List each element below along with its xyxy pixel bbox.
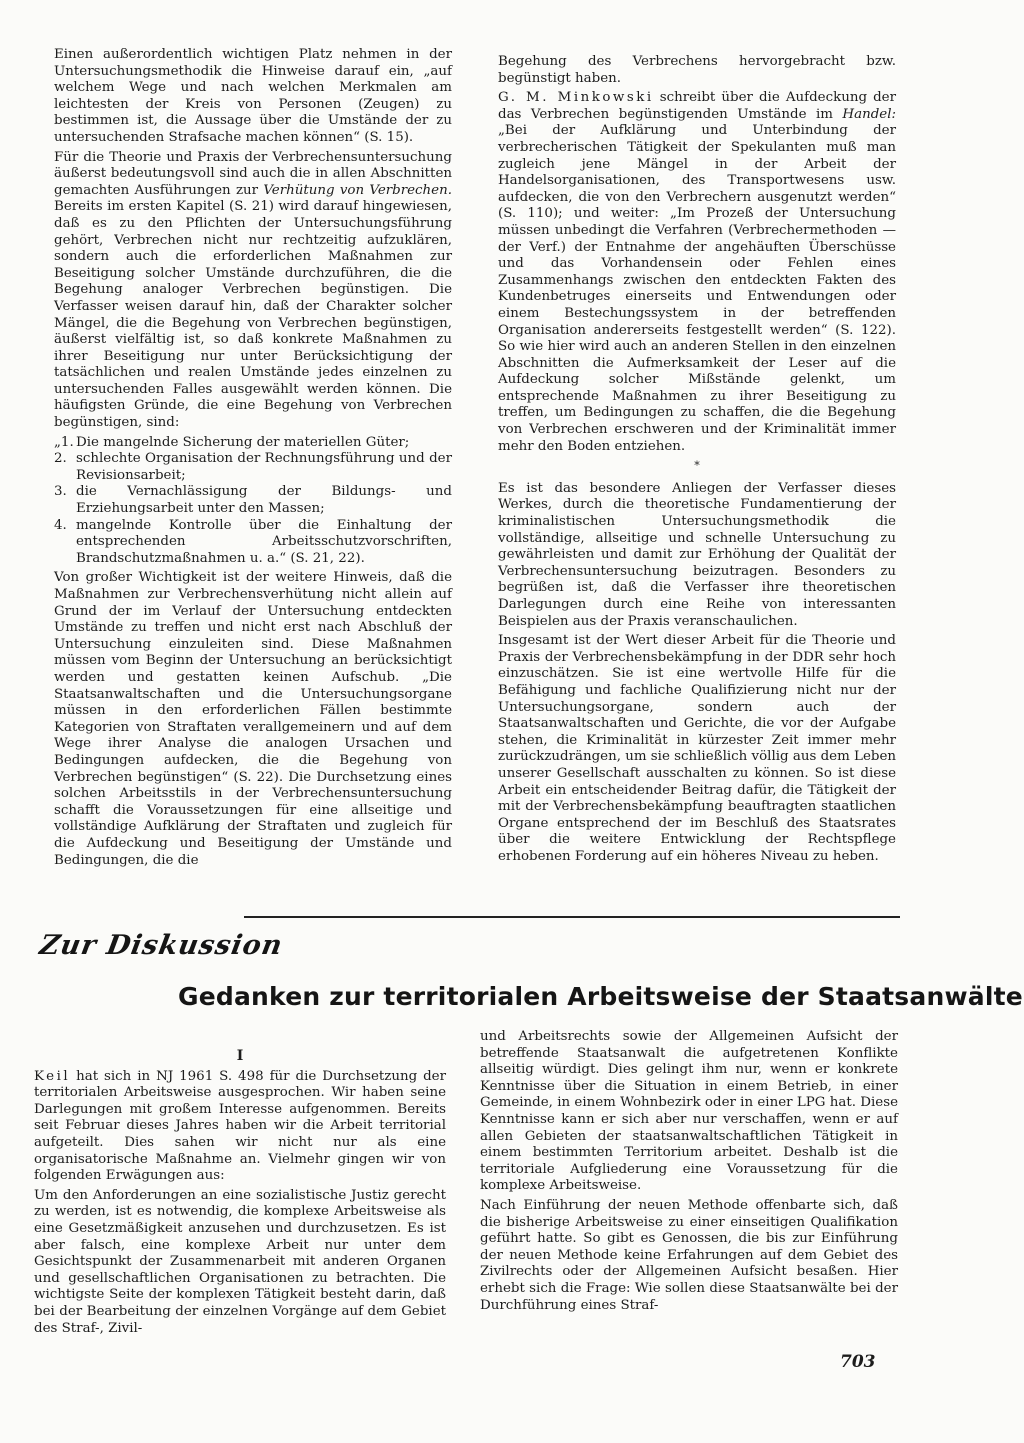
column-top-right	[498, 54, 896, 869]
text-run: schreibt über die Aufdeckung der das Verbrechen begünstigenden Umstände im	[498, 90, 896, 122]
paragraph	[34, 1069, 446, 1185]
emphasis-text: Handel:	[842, 106, 896, 122]
paragraph: Begehung des Verbrechens hervorgebracht bzw. begünstigt haben.	[498, 54, 896, 86]
column-bottom-left	[34, 1048, 446, 1340]
author-name: G. M. Minkowski	[498, 90, 654, 106]
article-headline: Gedanken zur territorialen Arbeitsweise der Staatsanwälte	[178, 982, 1023, 1011]
paragraph: und Arbeitsrechts sowie der Allgemeinen Aufsicht der betreffende Staatsanwalt die aufgetretenen Konflikte allseitig würdigt. Dies gelingt ihm nur, wenn er konkrete Kenntnisse über die Situation in einem Betrieb, in einer Gemeinde, in einem Wohnbezirk oder in einer LPG hat. Diese Kenntnisse kann er sich aber nur verschaffen, wenn er auf allen Gebieten der staatsanwaltschaftlichen Tätigkeit in einem bestimmten Territorium arbeitet. Deshalb ist die territoriale Aufgliederung eine Voraussetzung für die komplexe Arbeitsweise.	[480, 1029, 898, 1194]
column-bottom-right	[480, 1029, 898, 1317]
text-run: Für die Theorie und Praxis der Verbrechensuntersuchung äußerst bedeutungsvoll sind auch die in allen Abschnitten gemachten Ausführungen zur	[54, 149, 452, 198]
list-text: mangelnde Kontrolle über die Einhaltung der entsprechenden Arbeitsschutzvorschriften, Brandschutzmaßnahmen u. a.“ (S. 21, 22).	[76, 517, 452, 566]
list-text: die Vernachlässigung der Bildungs- und Erziehungsarbeit unter den Massen;	[76, 484, 452, 517]
list-text: schlechte Organisation der Rechnungsführung und der Revisionsarbeit;	[76, 451, 452, 483]
horizontal-rule	[244, 916, 900, 918]
numbered-list	[54, 435, 452, 568]
author-name: Keil	[34, 1068, 71, 1084]
paragraph	[498, 90, 896, 455]
paragraph: Nach Einführung der neuen Methode offenbarte sich, daß die bisherige Arbeitsweise zu einer einseitigen Qualifikation geführt hatte. So gibt es Genossen, die bis zur Einführung der neuen Methode keine Erfahrungen auf dem Gebiet des Zivilrechts oder der Allgemeinen Aufsicht besaßen. Hier erhebt sich die Frage: Wie sollen diese Staatsanwälte bei der Durchführung eines Straf-	[480, 1197, 898, 1313]
list-item	[54, 484, 452, 517]
emphasis-text: Verhütung von Verbrechen.	[263, 182, 452, 198]
section-separator: *	[694, 459, 700, 473]
list-number: 3.	[54, 484, 67, 500]
list-text: Die mangelnde Sicherung der materiellen Güter;	[76, 434, 410, 450]
text-run: Bereits im ersten Kapitel (S. 21) wird darauf hingewiesen, daß es zu den Pflichten der Untersuchungsführung gehört, Verbrechen nicht nur rechtzeitig aufzuklären, sondern auch die erforderlichen Maßnahmen zur Beseitigung solcher Umstände durchzuführen, die die Begehung analoger Verbrechen begünstigen. Die Verfasser weisen darauf hin, daß der Charakter solcher Mängel, die die Begehung von Verbrechen begünstigen, äußerst vielfältig ist, so daß konkrete Maßnahmen zu ihrer Beseitigung nur unter Berücksichtigung der tatsächlichen und realen Umstände jedes einzelnen zu untersuchenden Falles ausgewählt werden können. Die häufigsten Gründe, die eine Begehung von Verbrechen begünstigen, sind:	[54, 199, 452, 431]
paragraph: Einen außerordentlich wichtigen Platz nehmen in der Untersuchungsmethodik die Hinweise darauf ein, „auf welchem Wege und nach welchen Merkmalen am leichtesten der Kreis von Personen (Zeugen) zu bestimmen ist, die Aussage über die Umstände der zu untersuchenden Strafsache machen können“ (S. 15).	[54, 47, 452, 145]
section-label: Zur Diskussion	[37, 930, 286, 961]
list-item	[54, 518, 452, 568]
list-item	[54, 451, 452, 484]
paragraph: Um den Anforderungen an eine sozialistische Justiz gerecht zu werden, ist es notwendig, die komplexe Arbeitsweise als eine Gesetzmäßigkeit anzusehen und durchzusetzen. Es ist aber falsch, eine komplexe Arbeit nur unter dem Gesichtspunkt der Zusammenarbeit mit anderen Organen und gesellschaftlichen Organisationen zu betrachten. Die wichtigste Seite der komplexen Tätigkeit besteht darin, daß bei der Bearbeitung der einzelnen Vorgänge auf dem Gebiet des Straf-, Zivil-	[34, 1187, 446, 1336]
list-number: „1.	[54, 434, 74, 450]
page-number: 703	[840, 1352, 876, 1372]
paragraph: Es ist das besondere Anliegen der Verfasser dieses Werkes, durch die theoretische Fundamentierung der kriminalistischen Untersuchungsmethodik die vollständige, allseitige und schnelle Untersuchung zu gewährleisten und damit zur Erhöhung der Qualität der Verbrechensuntersuchung beizutragen. Besonders zu begrüßen ist, daß die Verfasser ihre theoretischen Darlegungen durch eine Reihe von interessanten Beispielen aus der Praxis veranschaulichen.	[498, 480, 896, 629]
list-item	[54, 435, 452, 452]
list-number: 4.	[54, 517, 67, 533]
list-number: 2.	[54, 451, 67, 467]
text-run: hat sich in NJ 1961 S. 498 für die Durchsetzung der territorialen Arbeitsweise ausgesprochen. Wir haben seine Darlegungen mit großem Interesse aufgenommen. Bereits seit Februar dieses Jahres haben wir die Arbeit territorial aufgeteilt. Dies sahen wir nicht nur als eine organisatorische Maßnahme an. Vielmehr gingen wir von folgenden Erwägungen aus:	[34, 1068, 446, 1184]
section-number: I	[236, 1048, 244, 1064]
column-top-left	[54, 47, 452, 872]
paragraph: Insgesamt ist der Wert dieser Arbeit für die Theorie und Praxis der Verbrechensbekämpfung in der DDR sehr hoch einzuschätzen. Sie ist eine wertvolle Hilfe für die Befähigung und fachliche Qualifizierung nicht nur der Untersuchungsorgane, sondern auch der Staatsanwaltschaften und Gerichte, die vor der Aufgabe stehen, die Kriminalität in kürzester Zeit immer mehr zurückzudrängen, um sie schließlich völlig aus dem Leben unserer Gesellschaft ausschalten zu können. So ist diese Arbeit ein entscheidender Beitrag dafür, die Tätigkeit der mit der Verbrechensbekämpfung beauftragten staatlichen Organe entsprechend der im Beschluß des Staatsrates über die weitere Entwicklung der Rechtspflege erhobenen Forderung auf ein höheres Niveau zu heben.	[498, 633, 896, 864]
paragraph	[54, 150, 452, 432]
text-run: „Bei der Aufklärung und Unterbindung der verbrecherischen Tätigkeit der Spekulanten muß man zugleich jene Mängel in der Arbeit der Handelsorganisationen, des Transportwesens usw. aufdecken, die von den Verbrechern ausgenutzt werden“ (S. 110); und weiter: „Im Prozeß der Untersuchung müssen unbedingt die Verfahren (Verbrechermethoden — der Verf.) der Entnahme der angehäuften Überschüsse und das Vorhandensein oder Fehlen eines Zusammenhangs zwischen den entdeckten Fakten des Kundenbetruges einerseits und Entwendungen oder einem Bestechungssystem in der betreffenden Organisation andererseits festgestellt werden“ (S. 122). So wie hier wird auch an anderen Stellen in den einzelnen Abschnitten die Aufmerksamkeit der Leser auf die Aufdeckung solcher Mißstände gelenkt, um entsprechende Maßnahmen zu ihrer Beseitigung zu treffen, um Bedingungen zu schaffen, die die Begehung von Verbrechen erschweren und der Kriminalität immer mehr den Boden entziehen.	[498, 123, 896, 454]
paragraph: Von großer Wichtigkeit ist der weitere Hinweis, daß die Maßnahmen zur Verbrechensverhütung nicht allein auf Grund der im Verlauf der Untersuchung entdeckten Umstände zu treffen und nicht erst nach Abschluß der Untersuchung einzuleiten sind. Diese Maßnahmen müssen vom Beginn der Untersuchung an berücksichtigt werden und gestatten keinen Aufschub. „Die Staatsanwaltschaften und die Untersuchungsorgane müssen in den erforderlichen Fällen bestimmte Kategorien von Straftaten verallgemeinern und auf dem Wege ihrer Analyse die analogen Ursachen und Bedingungen aufdecken, die die Begehung von Verbrechen begünstigen“ (S. 22). Die Durchsetzung eines solchen Arbeitsstils in der Verbrechensuntersuchung schafft die Voraussetzungen für eine allseitige und vollständige Aufklärung der Straftaten und zugleich für die Aufdeckung und Beseitigung der Umstände und Bedingungen, die die	[54, 570, 452, 868]
